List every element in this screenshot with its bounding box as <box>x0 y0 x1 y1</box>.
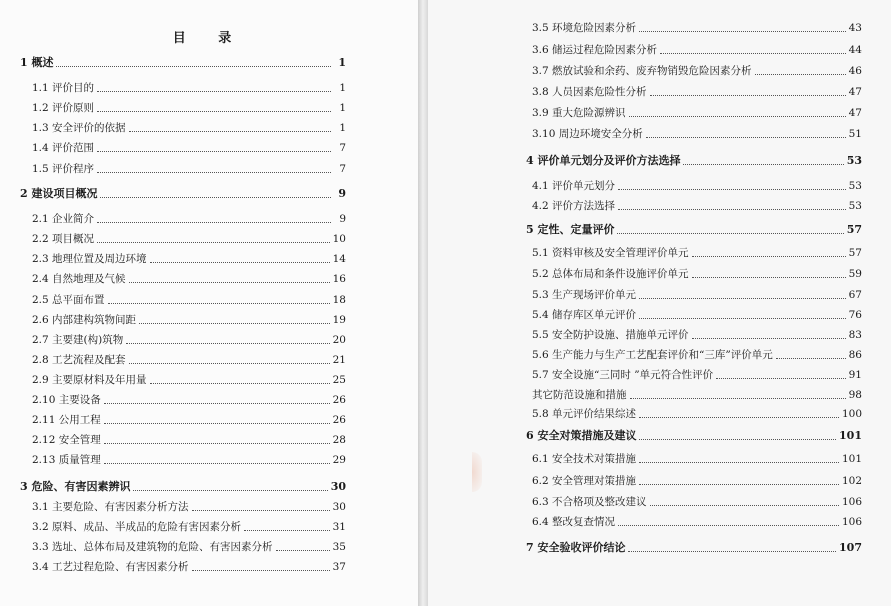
toc-dot-leader <box>618 514 839 526</box>
toc-section-entry <box>532 387 862 403</box>
toc-page-number: 51 <box>848 128 862 140</box>
toc-page-number: 101 <box>841 453 862 465</box>
toc-entry-label: 4.2 评价方法选择 <box>532 200 616 212</box>
toc-section-entry <box>532 367 862 383</box>
toc-entry-label: 6.3 不合格项及整改建议 <box>532 496 647 508</box>
toc-section-entry <box>532 327 862 343</box>
toc-page-number: 91 <box>848 369 862 381</box>
toc-page-number: 37 <box>332 561 346 573</box>
toc-entry-label: 2.2 项目概况 <box>32 233 95 245</box>
toc-section-entry <box>532 451 862 467</box>
toc-section-entry <box>32 539 346 555</box>
toc-page-number: 26 <box>332 394 346 406</box>
toc-dot-leader <box>104 392 330 404</box>
toc-entry-label: 2.3 地理位置及周边环境 <box>32 253 147 265</box>
toc-entry-label: 2.5 总平面布置 <box>32 294 105 306</box>
toc-entry-label: 5.8 单元评价结果综述 <box>532 408 637 420</box>
toc-entry-label: 2.12 安全管理 <box>32 434 101 446</box>
toc-page-number: 9 <box>338 187 346 200</box>
toc-page-number: 1 <box>339 122 346 134</box>
toc-page-number: 19 <box>332 314 346 326</box>
toc-entry-label: 6.2 安全管理对策措施 <box>532 475 637 487</box>
toc-entry-label: 3.8 人员因素危险性分析 <box>532 86 647 98</box>
toc-dot-leader <box>139 312 330 324</box>
toc-section-entry <box>32 100 346 116</box>
toc-page-number: 53 <box>848 180 862 192</box>
toc-entry-label: 6.1 安全技术对策措施 <box>532 453 637 465</box>
toc-section-entry <box>32 519 346 535</box>
toc-page-number: 25 <box>332 374 346 386</box>
toc-page-number: 28 <box>332 434 346 446</box>
toc-entry-label: 2.1 企业简介 <box>32 213 95 225</box>
toc-dot-leader <box>639 20 846 32</box>
toc-entry-label: 5.6 生产能力与生产工艺配套评价和“三库”评价单元 <box>532 349 773 361</box>
toc-dot-leader <box>129 271 330 283</box>
toc-page-number: 20 <box>332 334 346 346</box>
toc-dot-leader <box>639 428 836 440</box>
toc-page-number: 98 <box>848 389 862 401</box>
toc-entry-label: 其它防范设施和措施 <box>532 389 627 401</box>
toc-section-entry <box>32 211 346 227</box>
toc-dot-leader <box>104 432 330 444</box>
toc-section-entry <box>532 406 862 422</box>
toc-entry-label: 3.3 选址、总体布局及建筑物的危险、有害因素分析 <box>32 541 273 553</box>
toc-page-number: 106 <box>841 516 862 528</box>
toc-entry-label: 6 安全对策措施及建议 <box>526 429 637 442</box>
toc-chapter-entry <box>20 55 346 71</box>
toc-entry-label: 4.1 评价单元划分 <box>532 180 616 192</box>
toc-page-number: 30 <box>332 501 346 513</box>
toc-entry-label: 1.4 评价范围 <box>32 142 95 154</box>
toc-entry-label: 5.3 生产现场评价单元 <box>532 289 637 301</box>
toc-dot-leader <box>108 292 330 304</box>
toc-dot-leader <box>618 198 846 210</box>
toc-section-entry <box>532 473 862 489</box>
toc-section-entry <box>532 307 862 323</box>
toc-entry-label: 5.1 资料审核及安全管理评价单元 <box>532 247 689 259</box>
toc-entry-label: 3.1 主要危险、有害因素分析方法 <box>32 501 189 513</box>
toc-entry-label: 3.4 工艺过程危险、有害因素分析 <box>32 561 189 573</box>
toc-entry-label: 2.13 质量管理 <box>32 454 101 466</box>
toc-entry-label: 3 危险、有害因素辨识 <box>20 480 131 493</box>
toc-entry-label: 5.2 总体布局和条件设施评价单元 <box>532 268 689 280</box>
toc-dot-leader <box>628 540 836 552</box>
toc-dot-leader <box>97 140 331 152</box>
toc-dot-leader <box>129 120 331 132</box>
toc-section-entry <box>532 198 862 214</box>
toc-section-entry <box>532 84 862 100</box>
toc-entry-label: 5.4 储存库区单元评价 <box>532 309 637 321</box>
toc-dot-leader <box>97 80 331 92</box>
toc-entry-label: 2.10 主要设备 <box>32 394 101 406</box>
toc-section-entry <box>32 80 346 96</box>
left-page <box>0 0 418 606</box>
toc-section-entry <box>32 140 346 156</box>
toc-page-number: 16 <box>332 273 346 285</box>
toc-page-number: 1 <box>339 82 346 94</box>
toc-entry-label: 5.5 安全防护设施、措施单元评价 <box>532 329 689 341</box>
toc-dot-leader <box>192 499 330 511</box>
toc-section-entry <box>532 347 862 363</box>
toc-dot-leader <box>639 473 839 485</box>
toc-section-entry <box>532 494 862 510</box>
toc-dot-leader <box>150 372 330 384</box>
toc-page-number: 76 <box>848 309 862 321</box>
toc-page-number: 26 <box>332 414 346 426</box>
toc-entry-label: 2.4 自然地理及气候 <box>32 273 126 285</box>
toc-entry-label: 3.10 周边环境安全分析 <box>532 128 643 140</box>
toc-page-number: 35 <box>332 541 346 553</box>
toc-entry-label: 1.1 评价目的 <box>32 82 95 94</box>
toc-dot-leader <box>776 347 846 359</box>
toc-dot-leader <box>56 55 331 67</box>
toc-section-entry <box>532 287 862 303</box>
toc-entry-label: 3.9 重大危险源辨识 <box>532 107 626 119</box>
toc-section-entry <box>32 292 346 308</box>
toc-page-number: 107 <box>839 541 862 554</box>
toc-entry-label: 2.8 工艺流程及配套 <box>32 354 126 366</box>
toc-dot-leader <box>630 387 846 399</box>
toc-section-entry <box>532 245 862 261</box>
toc-page-number: 1 <box>338 56 346 69</box>
toc-dot-leader <box>192 559 330 571</box>
toc-page-number: 43 <box>848 22 862 34</box>
toc-section-entry <box>32 559 346 575</box>
toc-entry-label: 5.7 安全设施“三同时 ”单元符合性评价 <box>532 369 714 381</box>
toc-section-entry <box>32 312 346 328</box>
toc-dot-leader <box>683 153 843 165</box>
toc-entry-label: 2.11 公用工程 <box>32 414 101 426</box>
toc-page-number: 101 <box>839 429 862 442</box>
toc-entry-label: 5 定性、定量评价 <box>526 223 615 236</box>
toc-dot-leader <box>276 539 330 551</box>
toc-section-entry <box>532 105 862 121</box>
toc-section-entry <box>32 120 346 136</box>
toc-page-number: 83 <box>848 329 862 341</box>
toc-dot-leader <box>639 287 846 299</box>
toc-page-number: 59 <box>848 268 862 280</box>
toc-dot-leader <box>692 245 846 257</box>
toc-entry-label: 4 评价单元划分及评价方法选择 <box>526 154 681 167</box>
toc-page-number: 86 <box>848 349 862 361</box>
toc-dot-leader <box>650 494 839 506</box>
toc-dot-leader <box>244 519 330 531</box>
toc-section-entry <box>32 412 346 428</box>
toc-dot-leader <box>639 307 846 319</box>
toc-page-number: 7 <box>339 163 346 175</box>
toc-dot-leader <box>660 42 846 54</box>
toc-page-number: 57 <box>848 247 862 259</box>
toc-page-number: 31 <box>332 521 346 533</box>
toc-dot-leader <box>618 178 846 190</box>
toc-dot-leader <box>100 186 331 198</box>
toc-chapter-entry <box>526 153 862 169</box>
toc-dot-leader <box>97 100 331 112</box>
toc-page-number: 7 <box>339 142 346 154</box>
toc-entry-label: 2.9 主要原材料及年用量 <box>32 374 147 386</box>
toc-section-entry <box>32 231 346 247</box>
toc-page-number: 47 <box>848 86 862 98</box>
toc-page-number: 106 <box>841 496 862 508</box>
toc-dot-leader <box>617 222 843 234</box>
toc-page-number: 21 <box>332 354 346 366</box>
toc-section-entry <box>32 499 346 515</box>
toc-dot-leader <box>755 63 846 75</box>
toc-entry-label: 2.6 内部建构筑物间距 <box>32 314 137 326</box>
toc-section-entry <box>32 332 346 348</box>
toc-entry-label: 2 建设项目概况 <box>20 187 98 200</box>
toc-dot-leader <box>716 367 846 379</box>
toc-dot-leader <box>133 479 327 491</box>
toc-chapter-entry <box>526 540 862 556</box>
toc-entry-label: 1.2 评价原则 <box>32 102 95 114</box>
toc-chapter-entry <box>20 186 346 202</box>
toc-entry-label: 3.6 储运过程危险因素分析 <box>532 44 658 56</box>
toc-dot-leader <box>639 451 839 463</box>
toc-section-entry <box>532 126 862 142</box>
toc-page-number: 53 <box>848 200 862 212</box>
toc-page-number: 14 <box>332 253 346 265</box>
toc-dot-leader <box>104 452 330 464</box>
toc-section-entry <box>32 352 346 368</box>
toc-dot-leader <box>646 126 846 138</box>
toc-entry-label: 1 概述 <box>20 56 54 69</box>
toc-title: 目 录 <box>172 31 246 46</box>
toc-chapter-entry <box>20 479 346 495</box>
toc-page-number: 102 <box>841 475 862 487</box>
toc-section-entry <box>532 514 862 530</box>
toc-section-entry <box>32 392 346 408</box>
toc-dot-leader <box>650 84 846 96</box>
toc-section-entry <box>32 251 346 267</box>
toc-dot-leader <box>104 412 330 424</box>
toc-section-entry <box>532 42 862 58</box>
toc-section-entry <box>32 161 346 177</box>
toc-page-number: 57 <box>846 223 862 236</box>
toc-section-entry <box>532 266 862 282</box>
toc-entry-label: 7 安全验收评价结论 <box>526 541 626 554</box>
toc-dot-leader <box>150 251 330 263</box>
toc-chapter-entry <box>526 428 862 444</box>
toc-page-number: 10 <box>332 233 346 245</box>
toc-section-entry <box>532 178 862 194</box>
right-page <box>428 0 891 606</box>
toc-entry-label: 3.2 原料、成品、半成品的危险有害因素分析 <box>32 521 242 533</box>
toc-section-entry <box>532 20 862 36</box>
toc-dot-leader <box>97 161 331 173</box>
toc-section-entry <box>32 432 346 448</box>
toc-page-number: 46 <box>848 65 862 77</box>
toc-dot-leader <box>692 327 846 339</box>
toc-entry-label: 1.3 安全评价的依据 <box>32 122 126 134</box>
book-gutter <box>418 0 428 606</box>
toc-page-number: 44 <box>848 44 862 56</box>
toc-dot-leader <box>97 211 331 223</box>
toc-section-entry <box>32 452 346 468</box>
toc-page-number: 67 <box>848 289 862 301</box>
toc-entry-label: 3.7 燃放试验和余药、废弃物销毁危险因素分析 <box>532 65 752 77</box>
toc-dot-leader <box>639 406 839 418</box>
toc-entry-label: 6.4 整改复查情况 <box>532 516 616 528</box>
toc-section-entry <box>32 271 346 287</box>
toc-dot-leader <box>126 332 329 344</box>
toc-page-number: 53 <box>846 154 862 167</box>
toc-page-number: 18 <box>332 294 346 306</box>
toc-entry-label: 1.5 评价程序 <box>32 163 95 175</box>
toc-dot-leader <box>97 231 330 243</box>
toc-dot-leader <box>692 266 846 278</box>
page-edge-mark <box>472 452 482 492</box>
toc-section-entry <box>532 63 862 79</box>
toc-dot-leader <box>129 352 330 364</box>
toc-page-number: 1 <box>339 102 346 114</box>
toc-page-number: 100 <box>841 408 862 420</box>
toc-page-number: 9 <box>339 213 346 225</box>
toc-entry-label: 2.7 主要建(构)筑物 <box>32 334 124 346</box>
toc-dot-leader <box>629 105 846 117</box>
toc-entry-label: 3.5 环境危险因素分析 <box>532 22 637 34</box>
toc-page-number: 47 <box>848 107 862 119</box>
toc-page-number: 30 <box>330 480 346 493</box>
toc-page-number: 29 <box>332 454 346 466</box>
toc-chapter-entry <box>526 222 862 238</box>
toc-section-entry <box>32 372 346 388</box>
